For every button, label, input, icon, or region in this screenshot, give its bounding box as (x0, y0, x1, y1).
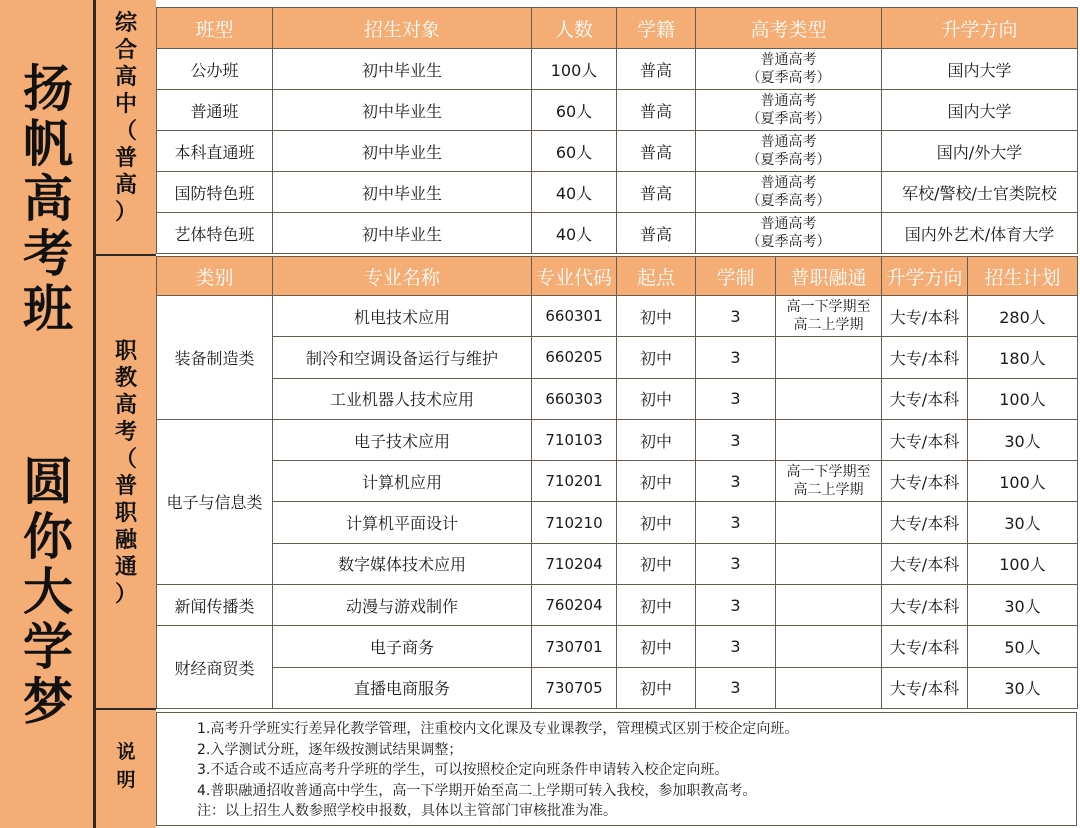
start-level: 初中 (617, 543, 696, 584)
section-char: 融 (114, 528, 137, 553)
slogan-char: 梦 (23, 673, 73, 731)
student-status: 普高 (617, 131, 696, 172)
exam-type-line: 普通高考 (760, 175, 817, 191)
further-study-direction: 国内外艺术/体育大学 (882, 213, 1078, 254)
section-char: 明 (116, 769, 136, 791)
table-row (157, 131, 1078, 172)
start-level: 初中 (617, 502, 696, 543)
section-char: 职 (114, 501, 137, 526)
major-name: 直播电商服务 (273, 667, 532, 708)
major-code: 710103 (532, 419, 617, 460)
section-char: 通 (114, 555, 137, 580)
further-study-direction: 大专/本科 (882, 461, 968, 502)
exam-type-line: 普通高考 (760, 52, 817, 68)
table-row (157, 337, 1078, 378)
section-char: 高 (114, 173, 137, 198)
table-row (157, 419, 1078, 460)
integration-period-empty (776, 626, 882, 667)
major-category: 新闻传播类 (157, 585, 273, 626)
section-char: （ (114, 119, 137, 144)
table-row (157, 585, 1078, 626)
exam-type (696, 90, 882, 131)
vocational-program-table (156, 256, 1078, 709)
section-char: 高 (114, 65, 137, 90)
major-name: 计算机平面设计 (273, 502, 532, 543)
major-category: 电子与信息类 (157, 419, 273, 584)
start-level: 初中 (617, 585, 696, 626)
section-char: 普 (114, 146, 137, 171)
enrollment-plan: 100人 (968, 461, 1078, 502)
column-header: 专业代码 (532, 257, 617, 296)
major-category: 财经商贸类 (157, 626, 273, 709)
enrollment-plan: 180人 (968, 337, 1078, 378)
study-years: 3 (696, 296, 776, 337)
section-char: ） (114, 582, 137, 607)
table-row (157, 626, 1078, 667)
column-header: 人数 (532, 8, 617, 49)
start-level: 初中 (617, 626, 696, 667)
section-char: ） (114, 200, 137, 225)
table-row (157, 90, 1078, 131)
major-code: 710204 (532, 543, 617, 584)
section-char: 教 (114, 366, 137, 391)
further-study-direction: 国内大学 (882, 90, 1078, 131)
section-label-vocational (96, 256, 156, 710)
slogan-char: 考 (23, 225, 73, 283)
slogan-char: 你 (23, 508, 73, 566)
table-header-row (157, 257, 1078, 296)
exam-type-line: 普通高考 (760, 93, 817, 109)
section-char: 合 (114, 38, 137, 63)
column-header: 起点 (617, 257, 696, 296)
major-code: 760204 (532, 585, 617, 626)
target-students: 初中毕业生 (273, 131, 532, 172)
slogan-char: 扬 (23, 60, 73, 118)
start-level: 初中 (617, 378, 696, 419)
note-line: 3.不适合或不适应高考升学班的学生，可以按照校企定向班条件申请转入校企定向班。 (197, 762, 729, 778)
target-students: 初中毕业生 (273, 172, 532, 213)
further-study-direction: 大专/本科 (882, 378, 968, 419)
further-study-direction: 军校/警校/士官类院校 (882, 172, 1078, 213)
enrollment-plan: 30人 (968, 419, 1078, 460)
enrollment-plan: 50人 (968, 626, 1078, 667)
exam-type (696, 172, 882, 213)
major-code: 730701 (532, 626, 617, 667)
exam-type-note: （夏季高考） (746, 152, 831, 168)
enrollment-plan: 100人 (968, 543, 1078, 584)
further-study-direction: 大专/本科 (882, 296, 968, 337)
start-level: 初中 (617, 337, 696, 378)
target-students: 初中毕业生 (273, 90, 532, 131)
exam-type-note: （夏季高考） (746, 234, 831, 250)
column-header: 升学方向 (882, 8, 1078, 49)
integration-start: 高一下学期至 (786, 464, 871, 481)
further-study-direction: 大专/本科 (882, 626, 968, 667)
integration-period (776, 461, 882, 502)
major-name: 电子技术应用 (273, 419, 532, 460)
major-name: 工业机器人技术应用 (273, 378, 532, 419)
section-char: 中 (114, 92, 137, 117)
exam-type-note: （夏季高考） (746, 193, 831, 209)
table-row (157, 543, 1078, 584)
section-char: 普 (114, 474, 137, 499)
column-header: 学制 (696, 257, 776, 296)
further-study-direction: 国内/外大学 (882, 131, 1078, 172)
further-study-direction: 大专/本科 (882, 337, 968, 378)
integration-start: 高一下学期至 (786, 299, 871, 316)
major-name: 动漫与游戏制作 (273, 585, 532, 626)
integration-end: 高二上学期 (793, 317, 864, 334)
exam-type-note: （夏季高考） (746, 70, 831, 86)
integration-period-empty (776, 585, 882, 626)
section-label-notes (96, 710, 156, 828)
integration-end: 高二上学期 (793, 482, 864, 499)
integration-period-empty (776, 667, 882, 708)
enrollment-plan: 100人 (968, 378, 1078, 419)
major-name: 数字媒体技术应用 (273, 543, 532, 584)
table-row (157, 461, 1078, 502)
slogan-char: 班 (23, 280, 73, 338)
student-status: 普高 (617, 90, 696, 131)
slogan-char: 高 (23, 170, 73, 228)
section-char: 考 (114, 420, 137, 445)
exam-type (696, 213, 882, 254)
note-line: 2.入学测试分班，逐年级按测试结果调整； (197, 741, 463, 758)
section-char: 高 (114, 393, 137, 418)
major-code: 710210 (532, 502, 617, 543)
further-study-direction: 大专/本科 (882, 667, 968, 708)
start-level: 初中 (617, 296, 696, 337)
integration-period-empty (776, 502, 882, 543)
column-header: 升学方向 (882, 257, 968, 296)
section-char: 说 (116, 741, 136, 763)
student-status: 普高 (617, 49, 696, 90)
target-students: 初中毕业生 (273, 213, 532, 254)
table-row (157, 502, 1078, 543)
major-code: 730705 (532, 667, 617, 708)
table-row (157, 667, 1078, 708)
study-years: 3 (696, 667, 776, 708)
column-header: 专业名称 (273, 257, 532, 296)
student-status: 普高 (617, 213, 696, 254)
enrollment-count: 40人 (532, 213, 617, 254)
class-type: 艺体特色班 (157, 213, 273, 254)
slogan-line-2 (0, 455, 96, 730)
note-line: 1.高考升学班实行差异化教学管理，注重校内文化课及专业课教学，管理模式区别于校企定向班。 (197, 721, 799, 737)
further-study-direction: 大专/本科 (882, 419, 968, 460)
integration-period-empty (776, 337, 882, 378)
exam-type (696, 131, 882, 172)
table-row (157, 172, 1078, 213)
table-row (157, 49, 1078, 90)
study-years: 3 (696, 419, 776, 460)
major-name: 制冷和空调设备运行与维护 (273, 337, 532, 378)
slogan-char: 帆 (23, 115, 73, 173)
table-row (157, 213, 1078, 254)
column-header: 高考类型 (696, 8, 882, 49)
major-code: 660301 (532, 296, 617, 337)
column-header: 招生对象 (273, 8, 532, 49)
exam-type-line: 普通高考 (760, 216, 817, 232)
integration-period-empty (776, 543, 882, 584)
major-code: 660205 (532, 337, 617, 378)
section-char: 职 (114, 339, 137, 364)
column-header: 招生计划 (968, 257, 1078, 296)
major-code: 660303 (532, 378, 617, 419)
major-name: 计算机应用 (273, 461, 532, 502)
start-level: 初中 (617, 667, 696, 708)
column-header: 类别 (157, 257, 273, 296)
integration-period-empty (776, 378, 882, 419)
enrollment-count: 60人 (532, 90, 617, 131)
study-years: 3 (696, 461, 776, 502)
major-code: 710201 (532, 461, 617, 502)
exam-type-line: 普通高考 (760, 134, 817, 150)
student-status: 普高 (617, 172, 696, 213)
major-name: 电子商务 (273, 626, 532, 667)
study-years: 3 (696, 543, 776, 584)
study-years: 3 (696, 585, 776, 626)
column-header: 普职融通 (776, 257, 882, 296)
column-header: 班型 (157, 8, 273, 49)
further-study-direction: 大专/本科 (882, 502, 968, 543)
class-type: 国防特色班 (157, 172, 273, 213)
study-years: 3 (696, 337, 776, 378)
start-level: 初中 (617, 461, 696, 502)
enrollment-count: 60人 (532, 131, 617, 172)
further-study-direction: 国内大学 (882, 49, 1078, 90)
note-line: 注：以上招生人数参照学校申报数，具体以主管部门审核批准为准。 (197, 803, 617, 819)
note-line: 4.普职融通招收普通高中学生，高一下学期开始至高二上学期可转入我校，参加职教高考。 (197, 782, 757, 799)
table-row (157, 378, 1078, 419)
enrollment-count: 100人 (532, 49, 617, 90)
study-years: 3 (696, 502, 776, 543)
class-type: 本科直通班 (157, 131, 273, 172)
slogan-char: 大 (23, 563, 73, 621)
table-row (157, 296, 1078, 337)
column-header: 学籍 (617, 8, 696, 49)
enrollment-plan: 30人 (968, 585, 1078, 626)
general-program-table (156, 7, 1078, 254)
slogan-banner (0, 0, 96, 828)
start-level: 初中 (617, 419, 696, 460)
major-name: 机电技术应用 (273, 296, 532, 337)
slogan-line-1 (0, 62, 96, 337)
notes-box (156, 712, 1077, 826)
table-header-row (157, 8, 1078, 49)
section-label-general (96, 0, 156, 256)
enrollment-plan: 280人 (968, 296, 1078, 337)
integration-period (776, 296, 882, 337)
enrollment-count: 40人 (532, 172, 617, 213)
section-char: 综 (114, 11, 137, 36)
study-years: 3 (696, 378, 776, 419)
study-years: 3 (696, 626, 776, 667)
slogan-char: 圆 (23, 453, 73, 511)
enrollment-plan: 30人 (968, 667, 1078, 708)
class-type: 公办班 (157, 49, 273, 90)
further-study-direction: 大专/本科 (882, 585, 968, 626)
exam-type (696, 49, 882, 90)
section-char: （ (114, 447, 137, 472)
further-study-direction: 大专/本科 (882, 543, 968, 584)
integration-period-empty (776, 419, 882, 460)
slogan-char: 学 (23, 618, 73, 676)
target-students: 初中毕业生 (273, 49, 532, 90)
class-type: 普通班 (157, 90, 273, 131)
major-category: 装备制造类 (157, 296, 273, 420)
exam-type-note: （夏季高考） (746, 111, 831, 127)
enrollment-plan: 30人 (968, 502, 1078, 543)
